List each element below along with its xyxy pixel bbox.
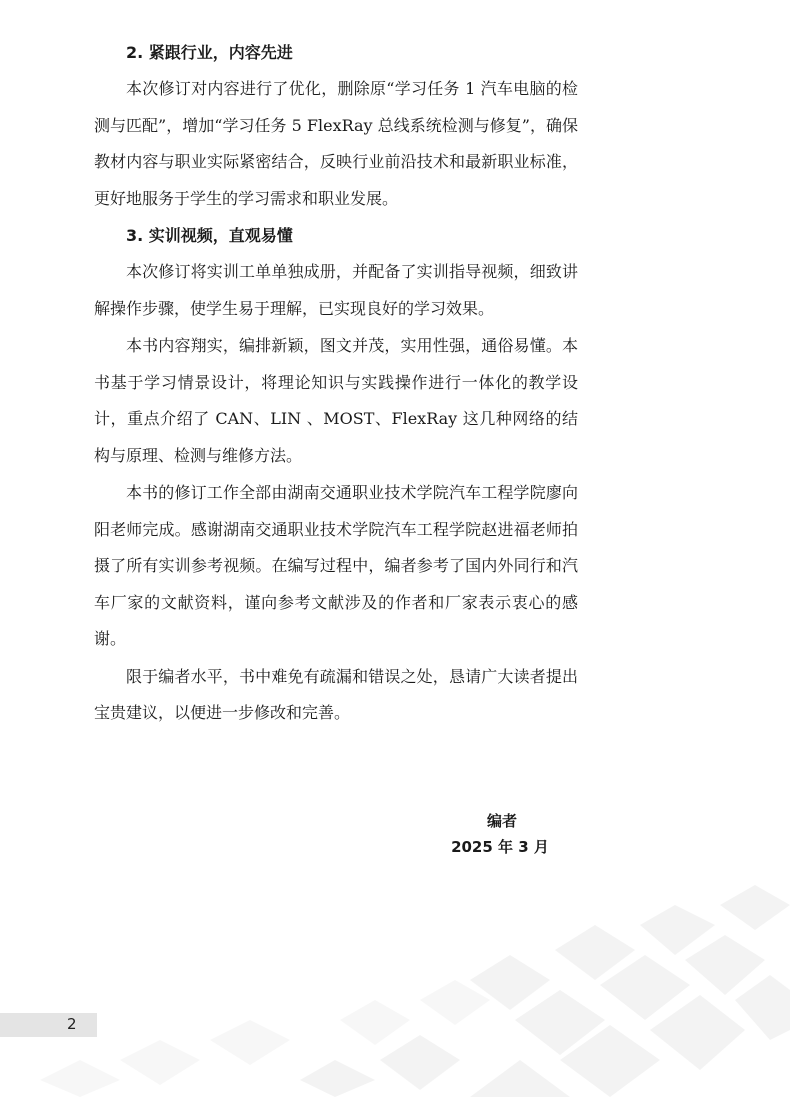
signature-author: 编者 — [486, 812, 517, 830]
page-number: 2 — [67, 1015, 77, 1033]
book-summary-paragraph: 本书内容翔实，编排新颖，图文并茂，实用性强，通俗易懂。本书基于学习情景设计，将理论知识与实践操作进行一体化的教学设计，重点介绍了 CAN、LIN 、MOST、FlexRay 这几种网络的结构与原理、检测与维修方法。 — [94, 336, 578, 465]
signature-block — [430, 808, 570, 860]
signature-date: 2025 年 3 月 — [451, 838, 549, 856]
limitations-paragraph: 限于编者水平，书中难免有疏漏和错误之处，恳请广大读者提出宝贵建议，以便进一步修改和完善。 — [94, 666, 578, 722]
page-number-tab — [0, 1013, 97, 1037]
preface-body — [94, 36, 578, 732]
section-3-paragraph: 本次修订将实训工单单独成册，并配备了实训指导视频，细致讲解操作步骤，使学生易于理解，已实现良好的学习效果。 — [94, 262, 578, 318]
section-3-heading: 3. 实训视频，直观易懂 — [126, 226, 293, 245]
section-2-heading: 2. 紧跟行业，内容先进 — [126, 43, 293, 62]
acknowledgement-paragraph: 本书的修订工作全部由湖南交通职业技术学院汽车工程学院廖向阳老师完成。感谢湖南交通职业技术学院汽车工程学院赵进福老师拍摄了所有实训参考视频。在编写过程中，编者参考了国内外同行和汽车厂家的文献资料，谨向参考文献涉及的作者和厂家表示衷心的感谢。 — [94, 483, 578, 648]
section-2-paragraph: 本次修订对内容进行了优化，删除原“学习任务 1 汽车电脑的检测与匹配”，增加“学习任务 5 FlexRay 总线系统检测与修复”，确保教材内容与职业实际紧密结合，反映行业前沿技术和最新职业标准，更好地服务于学生的学习需求和职业发展。 — [94, 79, 578, 208]
